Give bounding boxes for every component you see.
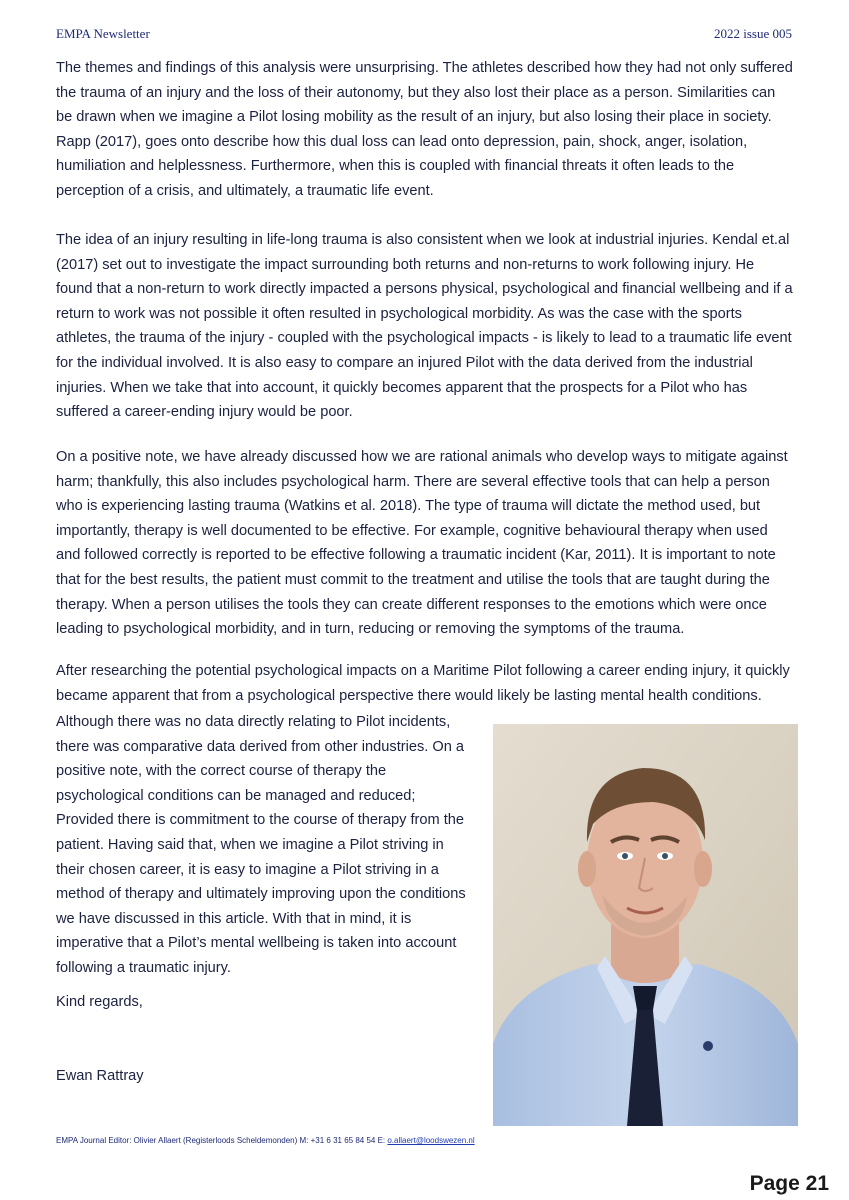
article-paragraph-1: The themes and findings of this analysis were unsurprising. The athletes described how they had not only suffered the trauma of an injury and the loss of their autonomy, but they also lost their place as a person. Similarities can be drawn when we imagine a Pilot losing mobility as the result of an injury, but also losing their place in society. Rapp (2017), goes onto describe how this dual loss can lead onto depression, pain, shock, anger, isolation, humiliation and helplessness. Furthermore, when this is coupled with financial threats it often leads to the perception of a crisis, and ultimately, a traumatic life event. — [56, 60, 793, 199]
author-photo — [493, 724, 798, 1126]
editor-email-link[interactable]: o.allaert@loodswezen.nl — [387, 1136, 475, 1145]
article-paragraph-4: After researching the potential psychological impacts on a Maritime Pilot following a career ending injury, it quickly became apparent that from a psychological perspective there would likely be lasting mental health conditions. — [56, 663, 790, 704]
issue-label: 2022 issue 005 — [714, 26, 792, 41]
editor-contact-footer — [56, 1136, 475, 1145]
page-number: Page 21 — [749, 1172, 829, 1195]
editor-contact-text: EMPA Journal Editor: Olivier Allaert (Registerloods Scheldemonden) M: +31 6 31 65 84 54 E: — [56, 1136, 388, 1145]
publication-title: EMPA Newsletter — [56, 26, 150, 41]
article-paragraph-2: The idea of an injury resulting in life-long trauma is also consistent when we look at industrial injuries. Kendal et.al (2017) set out to investigate the impact surrounding both returns and non-returns to work following injury. He found that a non-return to work directly impacted a persons physical, psychological and financial wellbeing and if a return to work was not possible it often resulted in psychological morbidity. As was the case with the sports athletes, the trauma of the injury - coupled with the psychological impacts - is likely to lead to a traumatic life event for the individual involved. It is also easy to compare an injured Pilot with the data derived from the industrial injuries. When we take that into account, it quickly becomes apparent that the prospects for a Pilot who has suffered a career-ending injury would be poor. — [56, 232, 793, 421]
article-paragraph-5: Although there was no data directly relating to Pilot incidents, there was comparative data derived from other industries. On a positive note, with the correct course of therapy the psychological conditions can be managed and reduced; Provided there is commitment to the course of therapy from the patient. Having said that, when we imagine a Pilot striving in their chosen career, it is easy to imagine a Pilot striving in a method of therapy and ultimately improving upon the conditions we have discussed in this article. With that in mind, it is imperative that a Pilot’s mental wellbeing is taken into account following a traumatic injury. — [56, 714, 466, 976]
closing-salutation: Kind regards, — [56, 994, 143, 1010]
article-paragraph-3: On a positive note, we have already discussed how we are rational animals who develop ways to mitigate against harm; thankfully, this also includes psychological harm. There are several effective tools that can help a person who is experiencing lasting trauma (Watkins et al. 2018). The type of trauma will dictate the method used, but importantly, therapy is well documented to be effective. For example, cognitive behavioural therapy when used and followed correctly is reported to be effective following a traumatic incident (Kar, 2011). It is important to note that for the best results, the patient must commit to the treatment and utilise the tools that are taught during the therapy. When a person utilises the tools they can create different responses to the emotions which were once leading to psychological morbidity, and in turn, reducing or removing the symptoms of the trauma. — [56, 449, 788, 638]
page-header — [56, 26, 792, 42]
author-name: Ewan Rattray — [56, 1068, 144, 1084]
